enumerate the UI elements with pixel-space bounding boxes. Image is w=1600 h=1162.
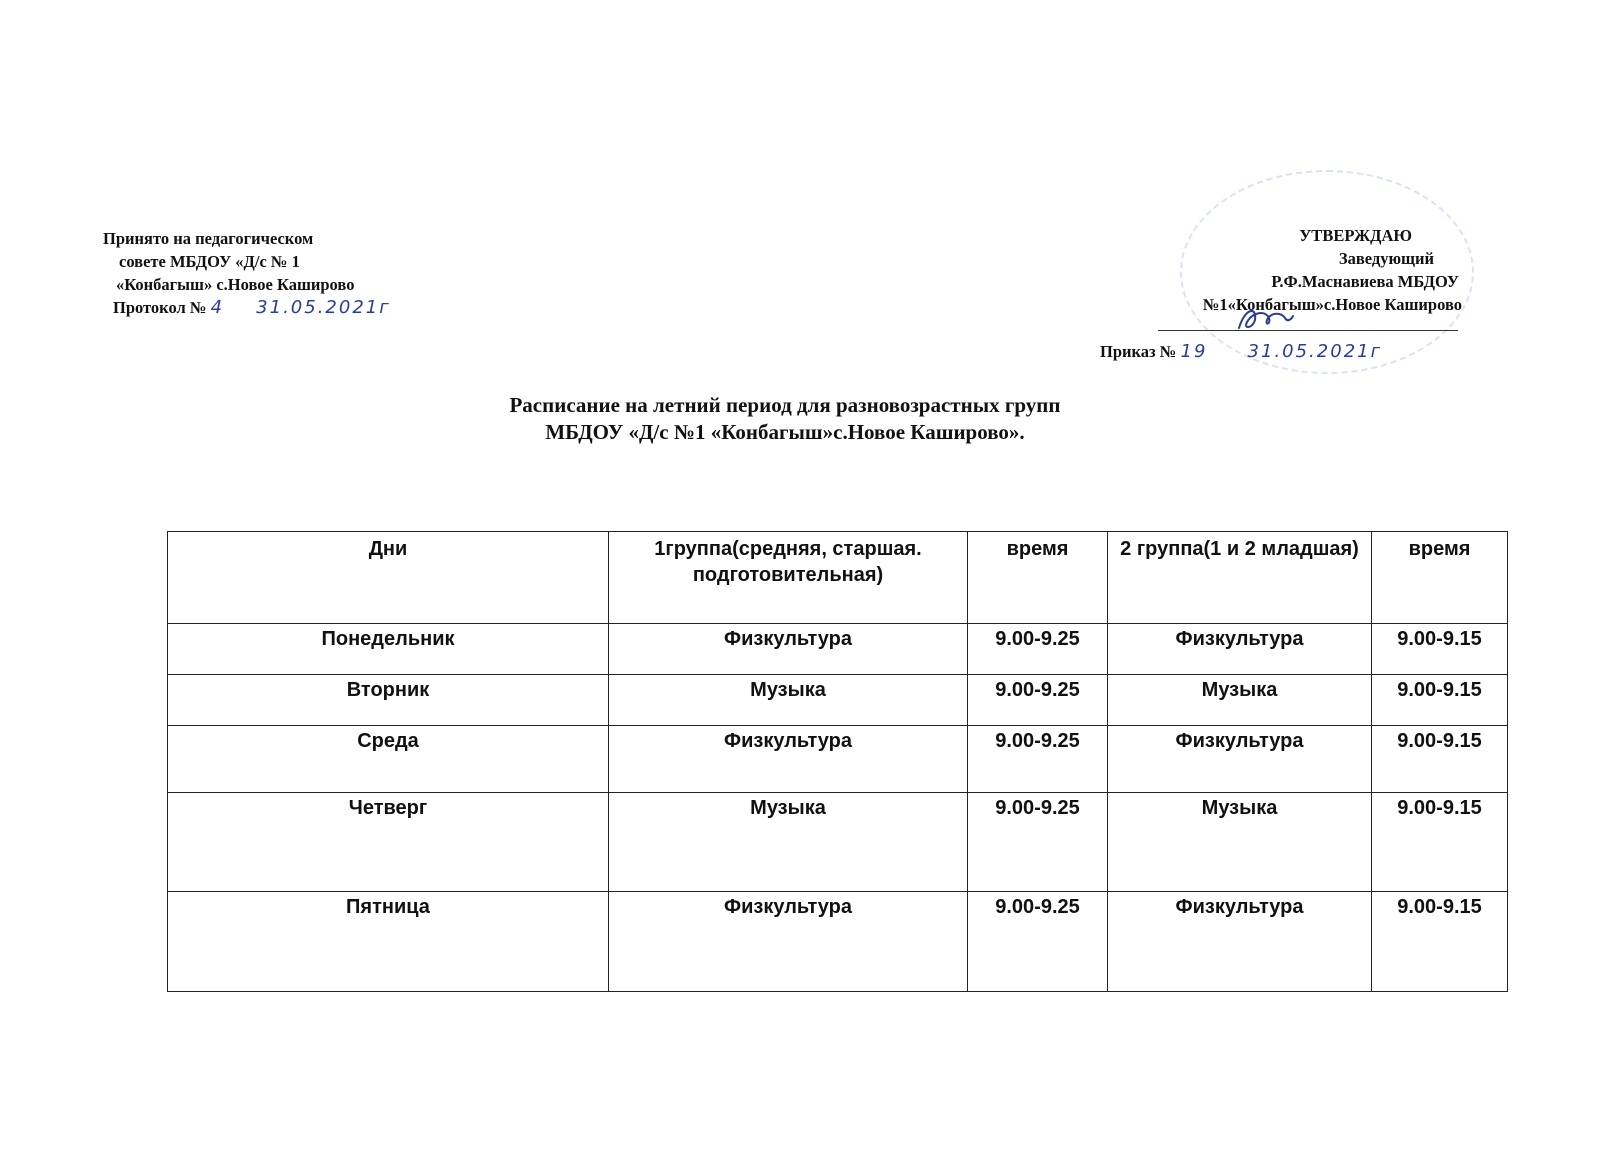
group1-time: 9.00-9.25 <box>968 624 1108 675</box>
schedule-table <box>167 531 1508 992</box>
order-number: 19 <box>1180 341 1208 362</box>
order-line <box>1100 340 1382 363</box>
day-cell: Понедельник <box>168 624 609 675</box>
day-cell: Четверг <box>168 793 609 892</box>
group1-activity: Физкультура <box>609 726 968 793</box>
day-cell: Пятница <box>168 892 609 992</box>
protocol-line <box>103 296 391 319</box>
title-line2: МБДОУ «Д/с №1 «Конбагыш»с.Новое Каширово». <box>545 420 1025 444</box>
header-group1: 1группа(средняя, старшая. подготовительная) <box>609 532 968 624</box>
group1-time: 9.00-9.25 <box>968 892 1108 992</box>
group2-activity: Физкультура <box>1108 892 1372 992</box>
day-cell: Среда <box>168 726 609 793</box>
order-date: 31.05.2021г <box>1247 341 1383 362</box>
title-line1: Расписание на летний период для разновозрастных групп <box>509 393 1061 417</box>
group1-time: 9.00-9.25 <box>968 793 1108 892</box>
table-row <box>168 624 1508 675</box>
header-time1: время <box>968 532 1108 624</box>
approval-left-line3: «Конбагыш» с.Новое Каширово <box>116 275 355 294</box>
signature-icon <box>1235 302 1295 334</box>
group2-activity: Музыка <box>1108 675 1372 726</box>
group2-time: 9.00-9.15 <box>1372 675 1508 726</box>
group2-time: 9.00-9.15 <box>1372 892 1508 992</box>
group2-activity: Физкультура <box>1108 726 1372 793</box>
header-days: Дни <box>168 532 609 624</box>
header-group2: 2 группа(1 и 2 младшая) <box>1108 532 1372 624</box>
group2-time: 9.00-9.15 <box>1372 793 1508 892</box>
group1-time: 9.00-9.25 <box>968 675 1108 726</box>
group1-activity: Физкультура <box>609 624 968 675</box>
approval-right-line2: Заведующий <box>1338 249 1434 268</box>
group2-activity: Музыка <box>1108 793 1372 892</box>
group1-activity: Музыка <box>609 793 968 892</box>
approval-left-line2: совете МБДОУ «Д/с № 1 <box>119 252 300 271</box>
table-row <box>168 726 1508 793</box>
protocol-label: Протокол № <box>113 298 207 317</box>
approval-left-line1: Принято на педагогическом <box>103 229 314 248</box>
day-cell: Вторник <box>168 675 609 726</box>
table-row <box>168 675 1508 726</box>
order-label: Приказ № <box>1100 342 1177 361</box>
table-header-row <box>168 532 1508 624</box>
group1-activity: Музыка <box>609 675 968 726</box>
group2-time: 9.00-9.15 <box>1372 624 1508 675</box>
page-title <box>0 392 1570 446</box>
group1-time: 9.00-9.25 <box>968 726 1108 793</box>
approval-left-block <box>103 227 391 319</box>
protocol-number: 4 <box>210 297 225 318</box>
signature-line <box>1158 330 1458 331</box>
approval-right-line3: Р.Ф.Маснавиева МБДОУ <box>1271 272 1459 291</box>
group1-activity: Физкультура <box>609 892 968 992</box>
approval-right-line1: УТВЕРЖДАЮ <box>1299 226 1412 245</box>
group2-activity: Физкультура <box>1108 624 1372 675</box>
table-row <box>168 793 1508 892</box>
header-time2: время <box>1372 532 1508 624</box>
group2-time: 9.00-9.15 <box>1372 726 1508 793</box>
approval-right-line4: №1«Конбагыш»с.Новое Каширово <box>1202 295 1462 314</box>
table-row <box>168 892 1508 992</box>
protocol-date: 31.05.2021г <box>256 297 391 318</box>
